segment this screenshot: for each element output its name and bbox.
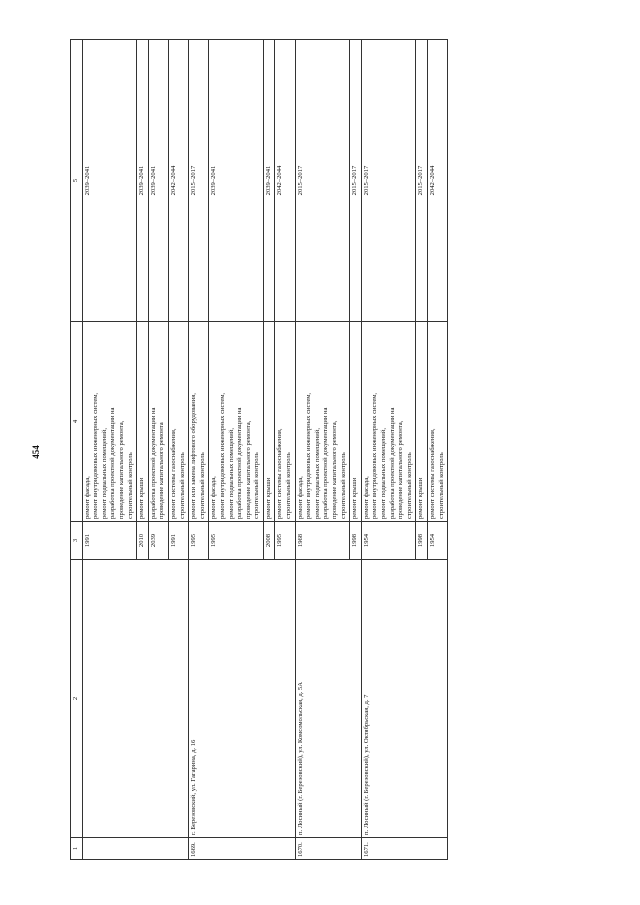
works-cell xyxy=(189,322,209,522)
column-header: 1 xyxy=(71,838,83,860)
year-cell: 1998 xyxy=(416,522,428,560)
work-item: строительный контроль xyxy=(285,452,293,519)
work-item: проведение капитального ремонта, xyxy=(331,420,339,519)
table-row xyxy=(295,40,350,860)
address-cell: п. Лосиный (г. Березовский), ул. Октябрьская, д. 7 xyxy=(361,560,447,838)
work-item: строительный контроль xyxy=(198,452,206,519)
work-item: ремонт крыши xyxy=(417,477,425,519)
row-number-cell: 1669. xyxy=(189,838,296,860)
row-number-cell: 1670. xyxy=(295,838,361,860)
work-item: ремонт фасада, xyxy=(83,476,91,519)
work-item: ремонт внутридомовых инженерных систем, xyxy=(218,392,226,519)
work-item: разработка проектной документации на xyxy=(109,407,117,519)
table-body xyxy=(82,40,448,860)
address-cell: п. Лосиный (г. Березовский), ул. Комсомольская, д. 5А xyxy=(295,560,361,838)
works-cell xyxy=(82,322,137,522)
year-cell: 1995 xyxy=(189,522,209,560)
period-cell: 2042–2044 xyxy=(168,40,188,322)
table-row xyxy=(82,40,137,860)
period-cell: 2039–2041 xyxy=(209,40,264,322)
page-number: 454 xyxy=(31,445,41,459)
year-cell: 2008 xyxy=(263,522,275,560)
works-cell xyxy=(148,322,168,522)
address-cell: г. Березовский, ул. Гагарина, д. 16 xyxy=(189,560,296,838)
work-item: ремонт внутридомовых инженерных систем, xyxy=(305,392,313,519)
year-cell: 1995 xyxy=(275,522,295,560)
year-cell: 1991 xyxy=(82,522,137,560)
works-cell xyxy=(295,322,350,522)
work-item: строительный контроль xyxy=(178,452,186,519)
period-cell: 2015–2017 xyxy=(416,40,428,322)
period-cell: 2015–2017 xyxy=(295,40,350,322)
period-cell: 2039–2041 xyxy=(137,40,149,322)
row-number-cell: 1671. xyxy=(361,838,447,860)
work-item: ремонт фасада, xyxy=(210,476,218,519)
works-cell xyxy=(137,322,149,522)
period-cell: 2015–2017 xyxy=(361,40,416,322)
work-item: строительный контроль xyxy=(339,452,347,519)
work-item: разработка проектной документации на xyxy=(322,407,330,519)
work-item: проведение капитального ремонта, xyxy=(244,420,252,519)
table-row xyxy=(189,40,209,860)
period-cell: 2015–2017 xyxy=(350,40,362,322)
work-item: ремонт крыши xyxy=(138,477,146,519)
work-item: разработка проектной документации на xyxy=(236,407,244,519)
table-row xyxy=(361,40,416,860)
works-cell xyxy=(427,322,447,522)
work-item: разработка проектной документации на xyxy=(388,407,396,519)
works-cell xyxy=(209,322,264,522)
work-item: проведение капитального ремонта, xyxy=(117,420,125,519)
work-item: строительный контроль xyxy=(126,452,134,519)
year-cell: 2039 xyxy=(148,522,168,560)
period-cell: 2039–2041 xyxy=(82,40,137,322)
work-item: ремонт подвальных помещений, xyxy=(313,428,321,519)
period-cell: 2042–2044 xyxy=(427,40,447,322)
period-cell: 2039–2041 xyxy=(148,40,168,322)
works-cell xyxy=(350,322,362,522)
rotated-table-container xyxy=(70,40,588,860)
year-cell: 1968 xyxy=(295,522,350,560)
year-cell: 1995 xyxy=(209,522,264,560)
work-item: ремонт подвальных помещений, xyxy=(380,428,387,519)
works-cell xyxy=(416,322,428,522)
row-number-cell xyxy=(82,838,189,860)
column-header: 2 xyxy=(71,560,83,838)
works-cell xyxy=(168,322,188,522)
work-item: ремонт фасада, xyxy=(362,476,370,519)
work-item: ремонт подвальных помещений, xyxy=(100,428,108,519)
year-cell: 1954 xyxy=(427,522,447,560)
work-item: ремонт крыши xyxy=(264,477,272,519)
work-item: строительный контроль xyxy=(405,452,413,519)
year-cell: 2010 xyxy=(137,522,149,560)
works-cell xyxy=(275,322,295,522)
header-row xyxy=(71,40,83,860)
work-item: ремонт системы газоснабжения, xyxy=(428,428,436,519)
column-header: 4 xyxy=(71,322,83,522)
work-item: проведение капитального ремонта xyxy=(158,422,166,519)
work-item: ремонт крыши xyxy=(351,477,359,519)
year-cell: 1954 xyxy=(361,522,416,560)
work-item: ремонт системы газоснабжения, xyxy=(169,428,177,519)
year-cell: 1998 xyxy=(350,522,362,560)
work-item: строительный контроль xyxy=(437,452,445,519)
work-item: ремонт внутридомовых инженерных систем, xyxy=(371,392,379,519)
work-item: ремонт системы газоснабжения, xyxy=(276,428,284,519)
column-header: 3 xyxy=(71,522,83,560)
period-cell: 2039–2041 xyxy=(263,40,275,322)
period-cell: 2015–2017 xyxy=(189,40,209,322)
works-cell xyxy=(361,322,416,522)
column-header: 5 xyxy=(71,40,83,322)
work-item: строительный контроль xyxy=(253,452,261,519)
work-item: ремонт или замена лифтового оборудования, xyxy=(190,393,198,519)
work-item: ремонт фасада, xyxy=(296,476,304,519)
works-cell xyxy=(263,322,275,522)
year-cell: 1991 xyxy=(168,522,188,560)
work-item: проведение капитального ремонта, xyxy=(397,420,405,519)
address-cell xyxy=(82,560,189,838)
work-item: ремонт внутридомовых инженерных систем, xyxy=(92,392,100,519)
work-item: разработка проектной документации на xyxy=(149,407,157,519)
period-cell: 2042–2044 xyxy=(275,40,295,322)
repair-schedule-table xyxy=(70,39,448,860)
work-item: ремонт подвальных помещений, xyxy=(227,428,235,519)
